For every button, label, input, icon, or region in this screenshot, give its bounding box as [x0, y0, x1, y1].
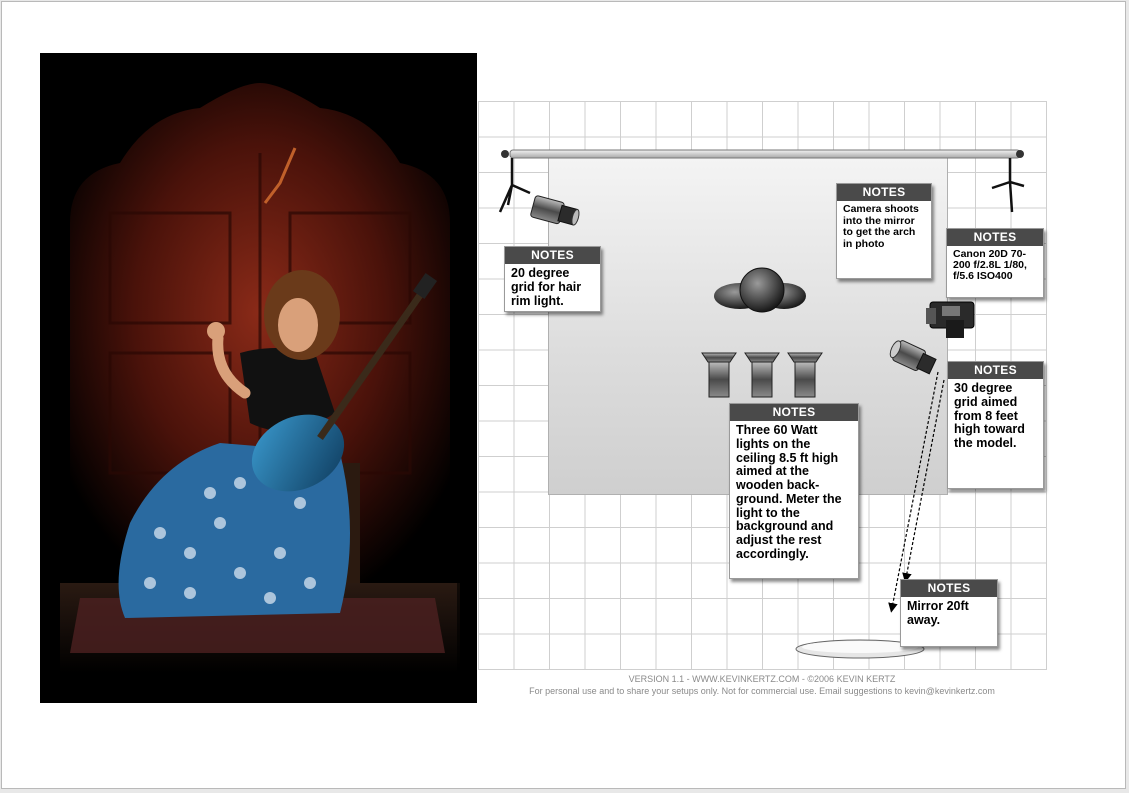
footer-license-line: For personal use and to share your setups only. Not for commercial use. Email suggestions to kevin@kevinkertz.com: [529, 686, 995, 696]
light-path-arrow-icon: [892, 372, 944, 608]
note-camera-settings: [946, 228, 1044, 298]
note-title: NOTES: [730, 404, 858, 421]
note-key-light: [947, 361, 1044, 489]
note-text: Canon 20D 70-200 f/2.8L 1/80, f/5.6 ISO400: [953, 248, 1027, 283]
note-title: NOTES: [505, 247, 600, 264]
note-text: Mirror 20ft away.: [907, 599, 969, 627]
note-title: NOTES: [948, 362, 1043, 379]
note-title: NOTES: [901, 580, 997, 597]
note-camera-mirror: [836, 183, 932, 279]
note-text: Camera shoots into the mirror to get the arch in photo: [843, 203, 919, 250]
note-mirror: [900, 579, 998, 647]
note-ceiling-lights: [729, 403, 859, 579]
grid-spot-light-icon: [530, 195, 581, 228]
footer-version-line: VERSION 1.1 - WWW.KEVINKERTZ.COM - ©2006 KEVIN KERTZ: [628, 674, 896, 684]
ceiling-light-icon: [788, 353, 822, 397]
note-hair-light: [504, 246, 601, 312]
ceiling-light-icon: [745, 353, 779, 397]
ceiling-light-icon: [702, 353, 736, 397]
note-title: NOTES: [947, 229, 1043, 246]
camera-icon: [926, 302, 974, 338]
note-text: Three 60 Watt lights on the ceiling 8.5 ft high aimed at the wooden back-ground. Meter the light to the background and adjust the rest accordingly.: [736, 423, 842, 561]
note-text: 20 degree grid for hair rim light.: [511, 266, 582, 308]
grid-spot-light-icon: [887, 338, 937, 377]
note-text: 30 degree grid aimed from 8 feet high toward the model.: [954, 381, 1025, 450]
note-title: NOTES: [837, 184, 931, 201]
backdrop-stand-icon: [500, 150, 1024, 212]
footer: [478, 673, 1046, 697]
model-subject-icon: [714, 268, 806, 312]
